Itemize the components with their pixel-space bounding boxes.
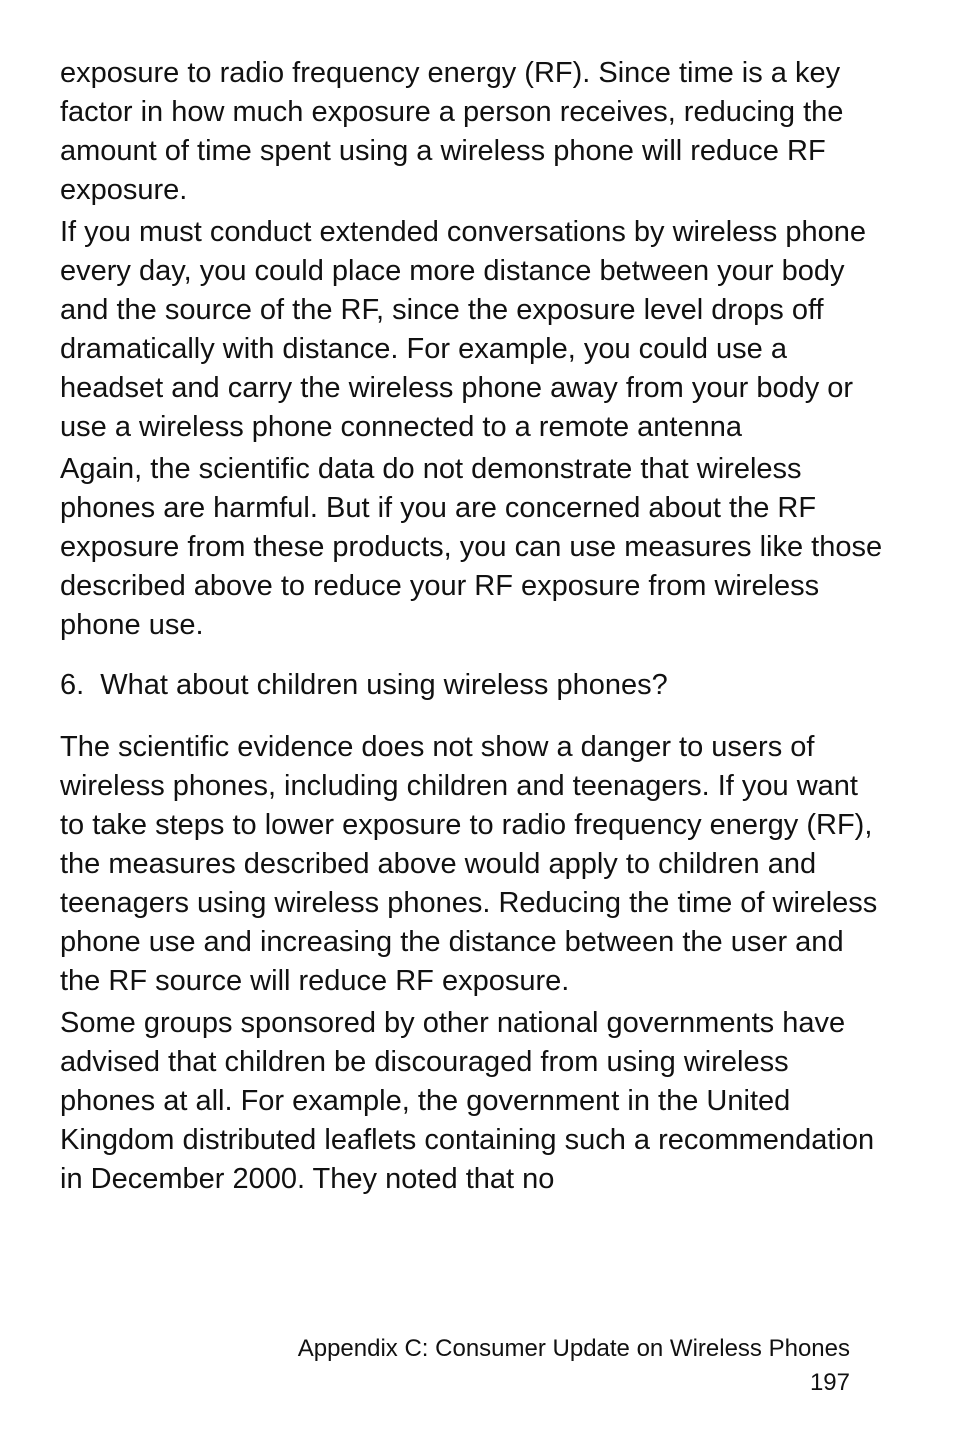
page-number: 197: [809, 1369, 850, 1396]
body-paragraph: The scientific evidence does not show a danger to users of wireless phones, including children and teenagers. If you want to take steps to lower exposure to radio frequency energy (RF), the measures described above would apply to children and teenagers using wireless phones. Reducing the time of wireless phone use and increasing the distance between the user and the RF source will reduce RF exposure.: [60, 731, 878, 997]
body-paragraph: Some groups sponsored by other national governments have advised that children be discouraged from using wireless phones at all. For example, the government in the United Kingdom distributed leaflets containing such a recommendation in December 2000. They noted that no: [60, 1007, 875, 1195]
body-paragraph: exposure to radio frequency energy (RF). Since time is a key factor in how much exposure a person receives, reducing the amount of time spent using a wireless phone will reduce RF exposure.: [60, 57, 844, 206]
document-page: [60, 54, 890, 1202]
footer-section-title: Appendix C: Consumer Update on Wireless Phones: [297, 1335, 850, 1362]
body-paragraph: Again, the scientific data do not demonstrate that wireless phones are harmful. But if you are concerned about the RF exposure from these products, you can use measures like those described above to reduce your RF exposure from wireless phone use.: [60, 453, 883, 641]
section-heading: 6. What about children using wireless phones?: [60, 669, 668, 701]
page-footer: [298, 1332, 850, 1400]
body-paragraph: If you must conduct extended conversations by wireless phone every day, you could place more distance between your body and the source of the RF, since the exposure level drops off dramatically with distance. For example, you could use a headset and carry the wireless phone away from your body or use a wireless phone connected to a remote antenna: [60, 216, 867, 443]
